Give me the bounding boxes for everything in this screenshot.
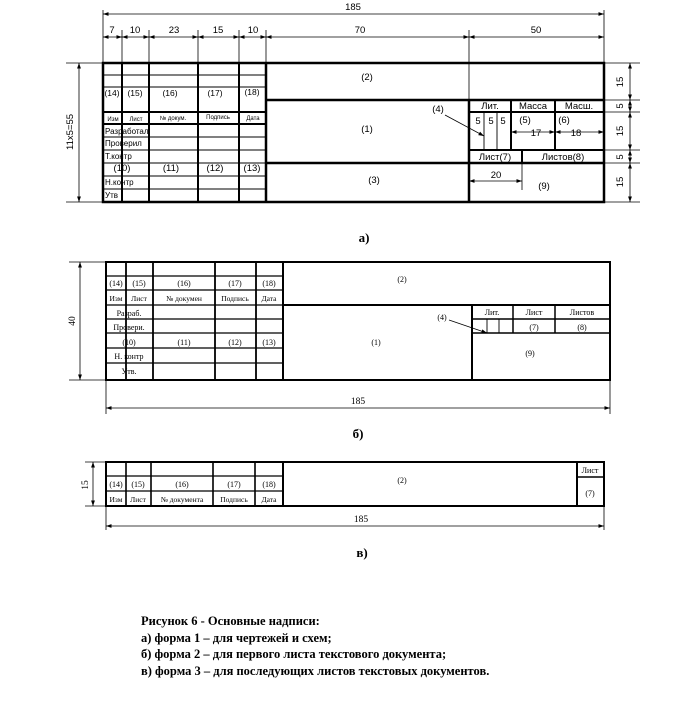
dim-small-label: 5 <box>475 116 481 127</box>
column-header: Изм <box>107 117 119 123</box>
field-number: (10) <box>122 338 136 347</box>
row-label: Н.контр <box>105 178 134 187</box>
field-number: (7) <box>585 489 595 498</box>
field-number: (13) <box>262 338 276 347</box>
caption-item: в) форма 3 – для последующих листов текстовых документов. <box>141 663 490 678</box>
dim-col-label: 10 <box>247 25 259 36</box>
caption-item: а) форма 1 – для чертежей и схем; <box>141 630 332 645</box>
field-number: (14) <box>104 88 120 98</box>
row-label: Т.контр <box>105 152 132 161</box>
dim-right-label: 15 <box>615 125 626 137</box>
scale-header: Масш. <box>564 101 594 112</box>
column-header: Лист <box>131 294 147 303</box>
caption-title: Рисунок 6 - Основные надписи: <box>141 614 320 628</box>
dim-right-label: 15 <box>615 76 626 88</box>
field-number: (2) <box>361 72 373 83</box>
dim-width-label: 18 <box>570 128 582 139</box>
field-number: (18) <box>262 480 276 489</box>
row-label: Н. контр <box>114 352 144 361</box>
form-c-label: в) <box>356 545 368 560</box>
dim-height-label: 40 <box>68 316 78 326</box>
column-header: Изм <box>109 495 123 504</box>
field-number: (14) <box>109 480 123 489</box>
form-a <box>65 2 640 245</box>
field-number: (13) <box>243 163 261 174</box>
field-number: (12) <box>228 338 242 347</box>
field-number: (16) <box>175 480 189 489</box>
field-number: (6) <box>558 115 570 126</box>
form-a-label: а) <box>358 230 370 245</box>
field-number: (18) <box>244 87 260 97</box>
form-a-outer-frame <box>103 63 604 202</box>
sheet-label: Лист <box>581 466 599 475</box>
column-header: Лист <box>129 117 143 123</box>
field-number: (4) <box>437 313 447 322</box>
field-number: (12) <box>206 163 224 174</box>
dim-total-label: 185 <box>350 397 366 407</box>
column-header: Подпись <box>206 115 230 121</box>
row-label: Утв <box>105 191 118 200</box>
field-number: (9) <box>538 181 550 192</box>
field-number: (4) <box>432 104 444 115</box>
field-number: (15) <box>132 279 146 288</box>
field-number: (11) <box>162 163 180 174</box>
dim-right-label: 15 <box>615 176 626 188</box>
row-label: Разработал <box>105 127 149 136</box>
column-header: Лист <box>130 495 146 504</box>
sheet-label: Лист(7) <box>478 152 512 163</box>
dim-col-label: 70 <box>354 25 366 36</box>
dim-col-label: 50 <box>530 25 542 36</box>
field-number: (1) <box>371 338 381 347</box>
figure-caption <box>141 613 661 679</box>
field-number: (14) <box>109 279 123 288</box>
column-header: № документа <box>160 495 204 504</box>
dim-height-label: 15 <box>81 480 91 490</box>
dim-right-label: 5 <box>615 103 626 109</box>
mass-header: Масса <box>518 101 548 112</box>
field-number: (3) <box>368 175 380 186</box>
dim-total-label: 185 <box>345 2 361 13</box>
dim-small-label: 5 <box>488 116 494 127</box>
sheets-total-label: Листов(8) <box>541 152 585 163</box>
field-number: (7) <box>529 323 539 332</box>
lit-header: Лит. <box>484 308 500 317</box>
dim-col-label: 10 <box>129 25 141 36</box>
field-number: (17) <box>207 88 223 98</box>
field-number: (16) <box>177 279 191 288</box>
row-label: Утв. <box>121 367 137 376</box>
dim-height-label: 11x5=55 <box>65 113 76 151</box>
row-label: Проверил <box>105 139 142 148</box>
dim-small-label: 5 <box>500 116 506 127</box>
dim-col-label: 23 <box>168 25 180 36</box>
field-number: (8) <box>577 323 587 332</box>
field-number: (17) <box>228 279 242 288</box>
sheets-total-label: Листов <box>569 308 595 317</box>
dim-total-label: 185 <box>353 515 369 525</box>
row-label: Разраб. <box>116 309 142 318</box>
column-header: Дата <box>246 116 260 122</box>
dim-col-label: 15 <box>212 25 224 36</box>
field-number: (11) <box>177 338 191 347</box>
column-header: Дата <box>261 294 277 303</box>
column-header: Дата <box>261 495 277 504</box>
field-number: (16) <box>162 88 178 98</box>
field-number: (2) <box>397 476 407 485</box>
dim-width-label: 20 <box>490 170 502 181</box>
column-header: Изм <box>109 294 123 303</box>
row-label: Провери. <box>113 323 145 332</box>
column-header: № докум. <box>159 116 187 122</box>
dim-col-label: 7 <box>109 25 115 36</box>
column-header: Подпись <box>221 294 249 303</box>
field-number: (9) <box>525 349 535 358</box>
form-c <box>81 462 604 560</box>
field-number: (10) <box>113 163 131 174</box>
lit-header: Лит. <box>481 101 499 112</box>
dim-width-label: 17 <box>530 128 542 139</box>
field-number: (15) <box>127 88 143 98</box>
form-b-label: б) <box>352 426 364 441</box>
column-header: Подпись <box>220 495 248 504</box>
field-number: (17) <box>227 480 241 489</box>
form-b <box>68 262 610 441</box>
field-number: (1) <box>361 124 373 135</box>
dim-right-label: 5 <box>615 154 626 160</box>
sheet-label: Лист <box>525 308 543 317</box>
caption-item: б) форма 2 – для первого листа текстового документа; <box>141 647 447 661</box>
field-number: (18) <box>262 279 276 288</box>
field-number: (15) <box>131 480 145 489</box>
field-number: (5) <box>519 115 531 126</box>
column-header: № докумен <box>166 294 202 303</box>
field-number: (2) <box>397 275 407 284</box>
